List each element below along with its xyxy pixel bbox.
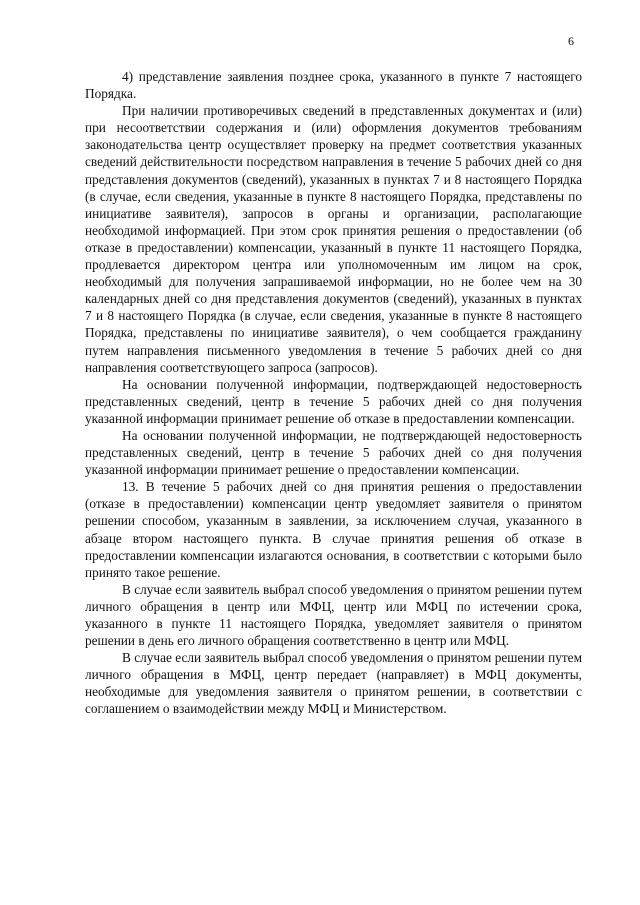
paragraph-verification: При наличии противоречивых сведений в представленных документах и (или) при несоответствии содержания и (или) оформления документов требованиям законодательства центр осуществляет проверку на предмет соответствия указанных сведений действительности посредством направления в течение 5 рабочих дней со дня представления документов (сведений), указанных в пунктах 7 и 8 настоящего Порядка (в случае, если сведения, указанные в пункте 8 настоящего Порядка, представлены по инициативе заявителя), запросов в органы и организации, располагающие необходимой информацией. При этом срок принятия решения о предоставлении (об отказе в предоставлении) компенсации, указанный в пункте 11 настоящего Порядка, продлевается директором центра или уполномоченным им лицом на срок, необходимый для получения запрашиваемой информации, но не более чем на 30 календарных дней со дня представления документов (сведений), указанных в пунктах 7 и 8 настоящего Порядка (в случае, если сведения, указанные в пункте 8 настоящего Порядка, представлены по инициативе заявителя), о чем сообщается гражданину путем направления письменного уведомления в течение 5 рабочих дней со дня направления соответствующего запроса (запросов).	[85, 103, 582, 375]
paragraph-refusal-decision: На основании полученной информации, подтверждающей недостоверность представленных сведений, центр в течение 5 рабочих дней со дня получения указанной информации принимает решение об отказе в предоставлении компенсации.	[85, 376, 582, 426]
paragraph-mfc-transfer: В случае если заявитель выбрал способ уведомления о принятом решении путем личного обращения в МФЦ, центр передает (направляет) в МФЦ документы, необходимые для уведомления заявителя о принятом решении, в соответствии с соглашением о взаимодействии между МФЦ и Министерством.	[85, 650, 582, 717]
paragraph-section-13: 13. В течение 5 рабочих дней со дня принятия решения о предоставлении (отказе в предоставлении) компенсации центр уведомляет заявителя о принятом решении способом, указанным в заявлении, за исключением случая, указанного в абзаце втором настоящего пункта. В случае принятия решения об отказе в предоставлении компенсации излагаются основания, в соответствии с которыми было принято такое решение.	[85, 479, 582, 580]
paragraph-grant-decision: На основании полученной информации, не подтверждающей недостоверность представленных сведений, центр в течение 5 рабочих дней со дня получения указанной информации принимает решение о предоставлении компенсации.	[85, 427, 582, 478]
page-number: 6	[568, 34, 574, 48]
document-body	[85, 68, 582, 718]
paragraph-personal-visit: В случае если заявитель выбрал способ уведомления о принятом решении путем личного обращения в центр или МФЦ, центр или МФЦ по истечении срока, указанного в пункте 11 настоящего Порядка, уведомляет заявителя о принятом решении в день его личного обращения соответственно в центр или МФЦ.	[85, 581, 582, 649]
paragraph-refusal-item-4: 4) представление заявления позднее срока, указанного в пункте 7 настоящего Порядка.	[85, 69, 582, 102]
